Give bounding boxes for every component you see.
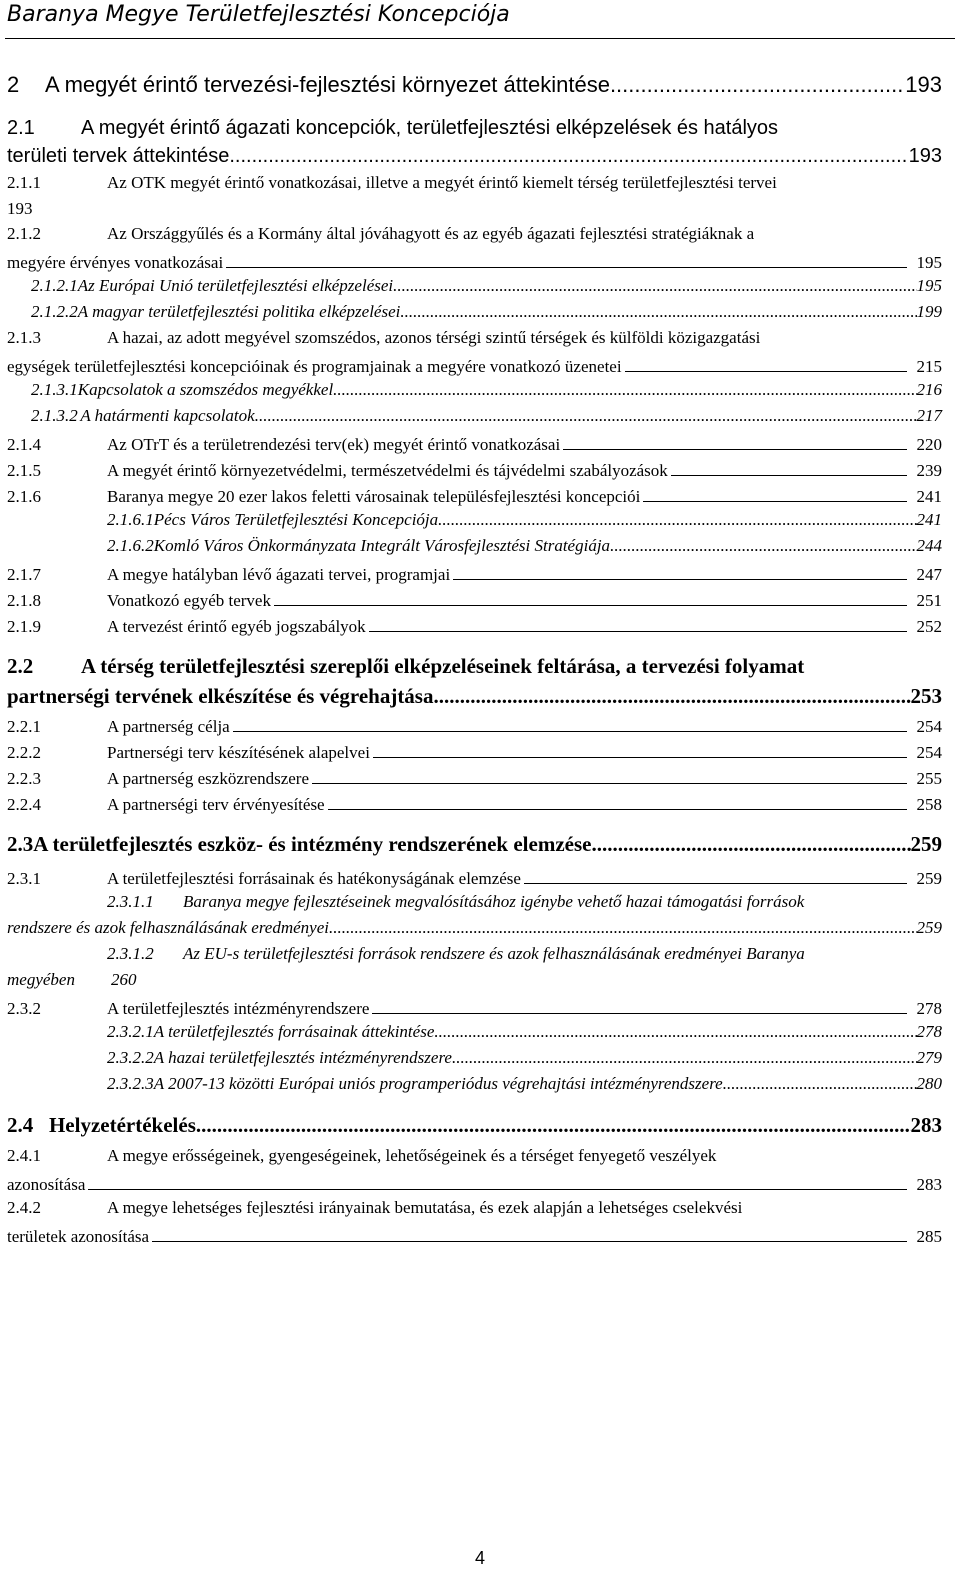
toc-page: 217 <box>916 406 942 425</box>
toc-number: 2.3.1.2 <box>107 944 154 963</box>
toc-page: 259 <box>916 918 942 937</box>
toc-leader <box>591 832 910 857</box>
toc-title: Baranya megye 20 ezer lakos feletti városainak településfejlesztési koncepciói <box>107 487 641 506</box>
toc-title-line1: A megye erősségeinek, gyengeségeinek, lehetőségeinek és a térséget fenyegető veszélyek <box>107 1146 717 1165</box>
toc-title: A hazai területfejlesztés intézményrendszere <box>153 1048 452 1067</box>
toc-page: 193 <box>905 72 942 97</box>
toc-number: 2.2 <box>7 654 34 678</box>
toc-title: A megyét érintő tervezési-fejlesztési környezet áttekintése <box>45 72 610 97</box>
toc-title: A partnerségi terv érvényesítése <box>107 795 325 814</box>
toc-number: 2.3.2.2 <box>107 1048 154 1067</box>
toc-title: Kapcsolatok a szomszédos megyékkel <box>77 380 334 399</box>
toc-page: 195 <box>916 276 942 295</box>
toc-number: 2.1.5 <box>7 461 41 480</box>
toc-leader <box>233 714 907 732</box>
toc-leader <box>610 72 905 98</box>
toc-leader <box>255 406 917 426</box>
toc-page: 278 <box>916 1022 942 1041</box>
toc-title: A megye hatályban lévő ágazati tervei, programjai <box>107 565 451 584</box>
toc-leader <box>610 536 916 556</box>
toc-leader <box>369 614 907 632</box>
toc-title-line1: Az EU-s területfejlesztési források rendszere és azok felhasználásának eredményei Baranya <box>183 944 805 963</box>
toc-number: 2.1.6.2 <box>107 536 154 555</box>
toc-title-line2: területek azonosítása <box>7 1227 150 1246</box>
toc-leader <box>328 792 907 810</box>
toc-page: 260 <box>111 970 137 989</box>
toc-page: 195 <box>916 253 942 272</box>
toc-title: A 2007-13 közötti Európai uniós programperiódus végrehajtási intézményrendszere <box>153 1074 723 1093</box>
toc-number: 2.1.7 <box>7 565 41 584</box>
toc-page: 253 <box>910 684 942 708</box>
toc-title-line1: Baranya megye fejlesztéseinek megvalósításához igénybe vehető hazai támogatási források <box>183 892 805 911</box>
toc-leader <box>152 1224 906 1242</box>
toc-page: 193 <box>908 145 942 167</box>
toc-page: 241 <box>916 510 942 529</box>
toc-number: 2.1.8 <box>7 591 41 610</box>
toc-number: 2.2.3 <box>7 769 41 788</box>
toc-leader <box>434 1022 916 1042</box>
toc-number: 2.4.1 <box>7 1146 41 1165</box>
toc-page: 193 <box>7 199 33 218</box>
toc-leader <box>452 1048 917 1068</box>
toc-title-line1: A megyét érintő ágazati koncepciók, területfejlesztési elképzelések és hatályos <box>81 117 779 139</box>
toc-number: 2.1.9 <box>7 617 41 636</box>
toc-leader <box>196 1113 911 1138</box>
toc-page: 241 <box>916 487 942 506</box>
toc-number: 2.1.6.1 <box>107 510 154 529</box>
toc-page: 255 <box>916 769 942 788</box>
toc-leader <box>229 145 908 168</box>
toc-page: 283 <box>916 1175 942 1194</box>
toc-leader <box>563 432 906 450</box>
toc-title: A tervezést érintő egyéb jogszabályok <box>107 617 366 636</box>
toc-page: 220 <box>916 435 942 454</box>
toc-title: Komló Város Önkormányzata Integrált Városfejlesztési Stratégiája <box>153 536 611 555</box>
toc-page: 247 <box>916 565 942 584</box>
toc-leader <box>723 1074 917 1094</box>
toc-page: 285 <box>916 1227 942 1246</box>
toc-number: 2.4 <box>7 1113 34 1137</box>
toc-page: 258 <box>916 795 942 814</box>
toc-title: A partnerség eszközrendszere <box>107 769 310 788</box>
toc-page: 199 <box>916 302 942 321</box>
toc-leader <box>226 250 906 268</box>
toc-number: 2.1.4 <box>7 435 41 454</box>
toc-title: A partnerség célja <box>107 717 230 736</box>
toc-number: 2 <box>7 72 20 97</box>
toc-page: 254 <box>916 717 942 736</box>
toc-leader <box>671 458 907 476</box>
toc-title: Az OTrT és a területrendezési terv(ek) megyét érintő vonatkozásai <box>107 435 561 454</box>
toc-title-line2: megyében <box>7 970 75 989</box>
toc-leader <box>333 380 916 400</box>
toc-title-line2: egységek területfejlesztési koncepcióinak és programjainak a megyére vonatkozó üzenetei <box>7 357 622 376</box>
toc-page: 278 <box>916 999 942 1018</box>
toc-leader <box>453 562 906 580</box>
running-header: Baranya Megye Területfejlesztési Koncepciója <box>7 2 510 27</box>
toc-page: 283 <box>910 1113 942 1137</box>
toc-leader <box>400 302 916 322</box>
toc-number: 2.1.1 <box>7 173 41 192</box>
toc-title-line2: partnerségi tervének elkészítése és végrehajtása <box>7 684 434 708</box>
header-rule <box>5 38 955 39</box>
toc-leader <box>88 1172 906 1190</box>
toc-title-line1: A térség területfejlesztési szereplői elképzeléseinek feltárása, a tervezési folyamat <box>81 654 805 678</box>
toc-title-line2: azonosítása <box>7 1175 86 1194</box>
toc-page: 259 <box>910 832 942 856</box>
toc-page: 239 <box>916 461 942 480</box>
toc-number: 2.1.3 <box>7 328 41 347</box>
toc-leader <box>643 484 906 502</box>
toc-leader <box>625 354 907 372</box>
toc-title-line2: rendszere és azok felhasználásának eredményei <box>7 918 329 937</box>
toc-number: 2.3.2 <box>7 999 41 1018</box>
toc-page: 251 <box>916 591 942 610</box>
toc-leader <box>372 996 906 1014</box>
toc-title-line2: megyére érvényes vonatkozásai <box>7 253 224 272</box>
toc-leader <box>393 276 916 296</box>
toc-title: Az Európai Unió területfejlesztési elképzelései <box>77 276 394 295</box>
toc-number: 2.3.2.1 <box>107 1022 154 1041</box>
toc-number: 2.1.3.1 <box>31 380 78 399</box>
toc-number: 2.3 <box>7 832 34 856</box>
toc-title: A területfejlesztés eszköz- és intézmény rendszerének elemzése <box>33 832 592 856</box>
toc-title-line1: A megye lehetséges fejlesztési irányainak bemutatása, és ezek alapján a lehetséges cselekvési <box>107 1198 743 1217</box>
toc-title: Helyzetértékelés <box>48 1113 196 1137</box>
toc-title: A területfejlesztés intézményrendszere <box>107 999 370 1018</box>
toc-title: A határmenti kapcsolatok <box>80 406 255 425</box>
toc-number: 2.1.2 <box>7 224 41 243</box>
toc-number: 2.1 <box>7 117 35 139</box>
page-number: 4 <box>474 1548 485 1568</box>
toc-title: Vonatkozó egyéb tervek <box>107 591 271 610</box>
toc-title: Az OTK megyét érintő vonatkozásai, illetve a megyét érintő kiemelt térség területfejlesztési tervei <box>107 173 777 192</box>
toc-number: 2.3.2.3 <box>107 1074 154 1093</box>
toc-page: 252 <box>916 617 942 636</box>
toc-title: Partnerségi terv készítésének alapelvei <box>107 743 370 762</box>
toc-page: 244 <box>916 536 942 555</box>
toc-number: 2.4.2 <box>7 1198 41 1217</box>
toc-title-line1: A hazai, az adott megyével szomszédos, azonos térségi szintű térségek és külföldi közigazgatási <box>107 328 761 347</box>
toc-number: 2.2.4 <box>7 795 41 814</box>
toc-leader <box>433 684 910 709</box>
toc-page: 280 <box>916 1074 942 1093</box>
toc-number: 2.1.2.1 <box>31 276 78 295</box>
toc-page: 254 <box>916 743 942 762</box>
toc-page: 279 <box>916 1048 942 1067</box>
toc-title: A megyét érintő környezetvédelmi, természetvédelmi és tájvédelmi szabályozások <box>107 461 668 480</box>
toc-leader <box>524 866 907 884</box>
toc-number: 2.1.6 <box>7 487 41 506</box>
toc-title: A területfejlesztési forrásainak és hatékonyságának elemzése <box>107 869 521 888</box>
toc-title: A magyar területfejlesztési politika elképzelései <box>77 302 401 321</box>
toc-leader <box>373 740 907 758</box>
toc-page: 259 <box>916 869 942 888</box>
toc-title-line2: területi tervek áttekintése <box>7 145 230 167</box>
toc-number: 2.1.3.2 <box>31 406 78 425</box>
toc-title: Pécs Város Területfejlesztési Koncepciója <box>153 510 439 529</box>
toc-leader <box>438 510 916 530</box>
toc-title-line1: Az Országgyűlés és a Kormány által jóváhagyott és az egyéb ágazati fejlesztési stratégiáknak a <box>107 224 755 243</box>
toc-number: 2.3.1 <box>7 869 41 888</box>
toc-number: 2.2.1 <box>7 717 41 736</box>
toc-leader <box>274 588 907 606</box>
toc-leader <box>312 766 906 784</box>
toc-number: 2.1.2.2 <box>31 302 78 321</box>
toc-number: 2.3.1.1 <box>107 892 154 911</box>
toc-page: 216 <box>916 380 942 399</box>
toc-title: A területfejlesztés forrásainak áttekintése <box>153 1022 435 1041</box>
toc-page: 215 <box>916 357 942 376</box>
toc-number: 2.2.2 <box>7 743 41 762</box>
toc-leader <box>329 918 917 938</box>
